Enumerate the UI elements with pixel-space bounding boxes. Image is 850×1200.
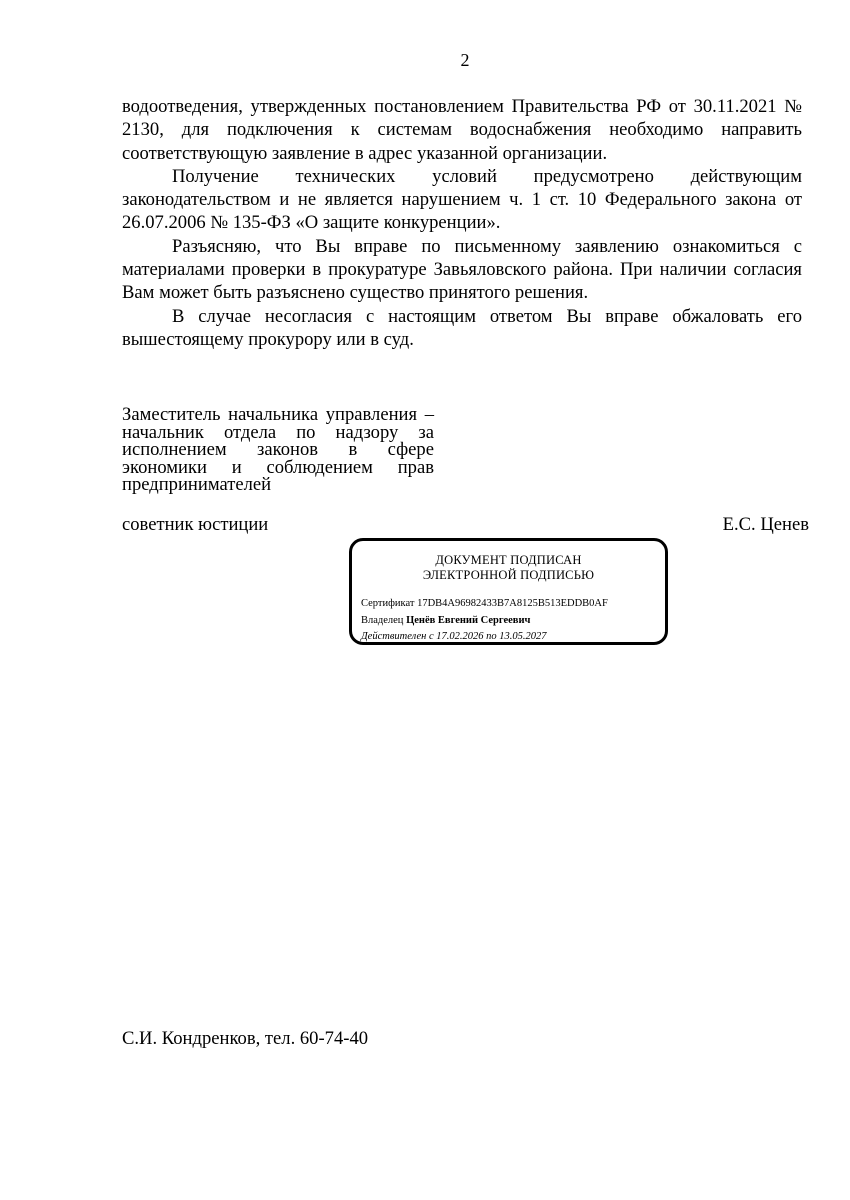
- paragraph-continuation: водоотведения, утвержденных постановлением Правительства РФ от 30.11.2021 № 2130, для подключения к системам водоснабжения необходимо направить соответствующую заявление в адрес указанной организации.: [122, 96, 802, 164]
- paragraph-appeal: В случае несогласия с настоящим ответом Вы вправе обжаловать его вышестоящему прокурору или в суд.: [122, 305, 802, 350]
- stamp-validity-to-label: по: [486, 631, 497, 642]
- executor-contact: С.И. Кондренков, тел. 60-74-40: [122, 1028, 369, 1049]
- stamp-heading-line1: ДОКУМЕНТ ПОДПИСАН: [435, 553, 582, 567]
- letter-body: [122, 95, 802, 351]
- page-number: 2: [460, 50, 470, 70]
- stamp-certificate-label: Сертификат: [361, 598, 415, 609]
- stamp-validity-from-label: с: [428, 631, 434, 642]
- stamp-validity-from: 17.02.2026: [436, 631, 484, 642]
- signer-rank: советник юстиции: [122, 514, 269, 535]
- stamp-heading-line2: ЭЛЕКТРОННОЙ ПОДПИСЬЮ: [422, 568, 595, 582]
- stamp-heading: [352, 553, 665, 583]
- stamp-validity-label: Действителен: [361, 631, 427, 642]
- stamp-validity-to: 13.05.2027: [499, 631, 547, 642]
- stamp-certificate-row: [361, 597, 608, 610]
- stamp-validity-row: [361, 630, 547, 643]
- signer-position: Заместитель начальника управления – начальник отдела по надзору за исполнением законов в сфере экономики и соблюдением прав предпринимателей: [122, 404, 434, 495]
- paragraph-review-materials: Разъясняю, что Вы вправе по письменному заявлению ознакомиться с материалами проверки в прокуратуре Завьяловского района. При наличии согласия Вам может быть разъяснено существо принятого решения.: [122, 235, 802, 304]
- paragraph-technical-conditions: Получение технических условий предусмотрено действующим законодательством и не является нарушением ч. 1 ст. 10 Федерального закона от 26.07.2006 № 135-ФЗ «О защите конкуренции».: [122, 165, 802, 234]
- stamp-certificate-value: 17DB4A96982433B7A8125B513EDDB0AF: [417, 598, 608, 609]
- stamp-owner-value: Ценёв Евгений Сергеевич: [406, 615, 531, 626]
- stamp-owner-label: Владелец: [361, 615, 404, 626]
- stamp-owner-row: [361, 614, 530, 627]
- signer-name: Е.С. Ценев: [722, 514, 809, 535]
- electronic-signature-stamp: [349, 538, 668, 645]
